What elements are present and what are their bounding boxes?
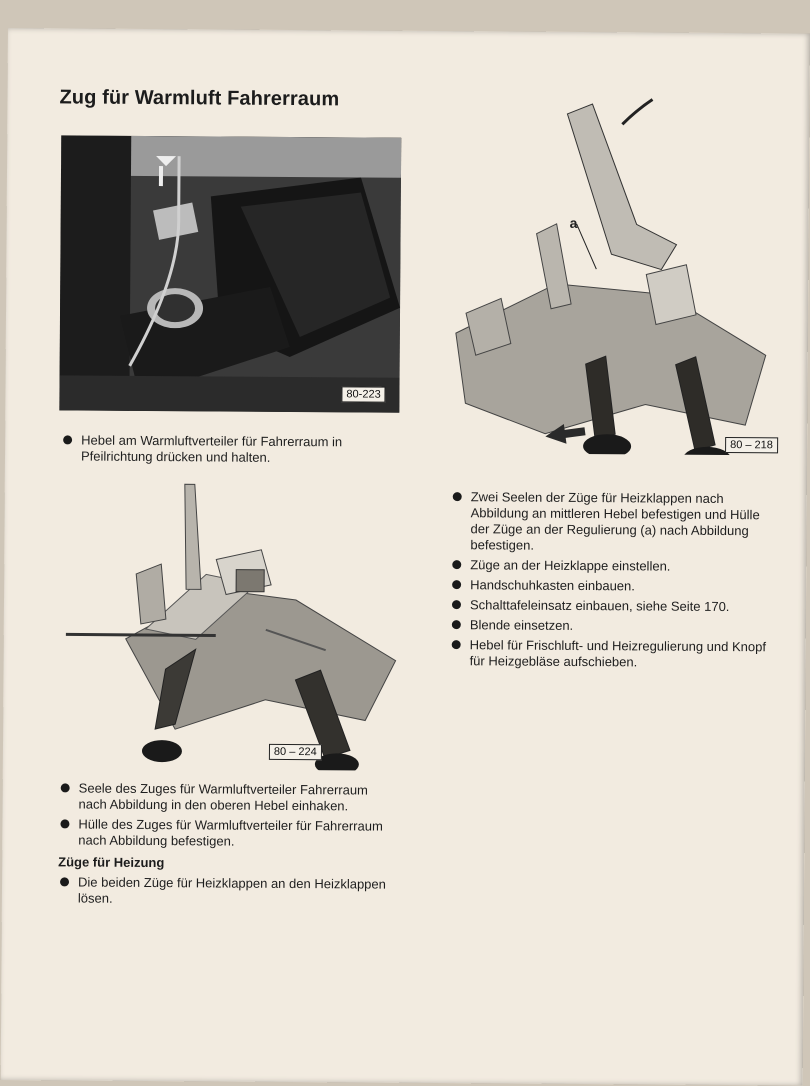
list-item: Hülle des Zuges für Warmluftverteiler für Fahrerraum nach Abbildung befestigen.	[58, 816, 396, 850]
figure-80-223-photo	[59, 135, 401, 412]
list-item: Schalttafeleinsatz einbauen, siehe Seite 170.	[450, 597, 774, 615]
list-item: Blende einsetzen.	[450, 617, 774, 635]
section3-bullet-list	[58, 874, 396, 912]
bullet-dot	[452, 580, 461, 589]
bullet-dot	[453, 492, 462, 501]
bullet-dot	[452, 600, 461, 609]
list-item: Seele des Zuges für Warmluftverteiler Fahrerraum nach Abbildung in den oberen Hebel einhaken.	[59, 780, 397, 814]
page-title: Zug für Warmluft Fahrerraum	[59, 86, 340, 111]
list-item: Hebel am Warmluftverteiler für Fahrerraum in Pfeilrichtung drücken und halten.	[61, 432, 399, 466]
bullet-dot	[60, 877, 69, 886]
list-item: Züge an der Heizklappe einstellen.	[450, 557, 774, 575]
bullet-dot	[61, 783, 70, 792]
bullet-dot	[452, 560, 461, 569]
figure-80-218-mechanism	[445, 93, 778, 455]
figure-label-80-218: 80 – 218	[725, 437, 778, 453]
section2-bullet-list	[58, 780, 396, 854]
bullet-dot	[60, 819, 69, 828]
list-item: Die beiden Züge für Heizklappen an den Heizklappen lösen.	[58, 874, 396, 908]
figure-label-80-223: 80-223	[341, 386, 385, 402]
right-bullet-list	[450, 489, 775, 675]
section-subheading: Züge für Heizung	[58, 854, 165, 871]
bullet-dot	[63, 435, 72, 444]
figure-callout-a: a	[569, 214, 578, 231]
figure-80-224-mechanism	[65, 478, 407, 770]
manual-page	[1, 28, 810, 1086]
list-item: Zwei Seelen der Züge für Heizklappen nach Abbildung an mittleren Hebel befestigen und Hülle der Züge an der Regulierung (a) nach Abbildung befestigen.	[450, 489, 774, 555]
list-item: Handschuhkasten einbauen.	[450, 577, 774, 595]
duct-photo-illustration	[59, 135, 401, 412]
bullet-dot	[452, 620, 461, 629]
figure-label-80-224: 80 – 224	[269, 744, 322, 760]
section1-bullet-list	[61, 432, 399, 470]
bullet-dot	[452, 640, 461, 649]
list-item: Hebel für Frischluft- und Heizregulierung und Knopf für Heizgebläse aufschieben.	[450, 637, 774, 671]
